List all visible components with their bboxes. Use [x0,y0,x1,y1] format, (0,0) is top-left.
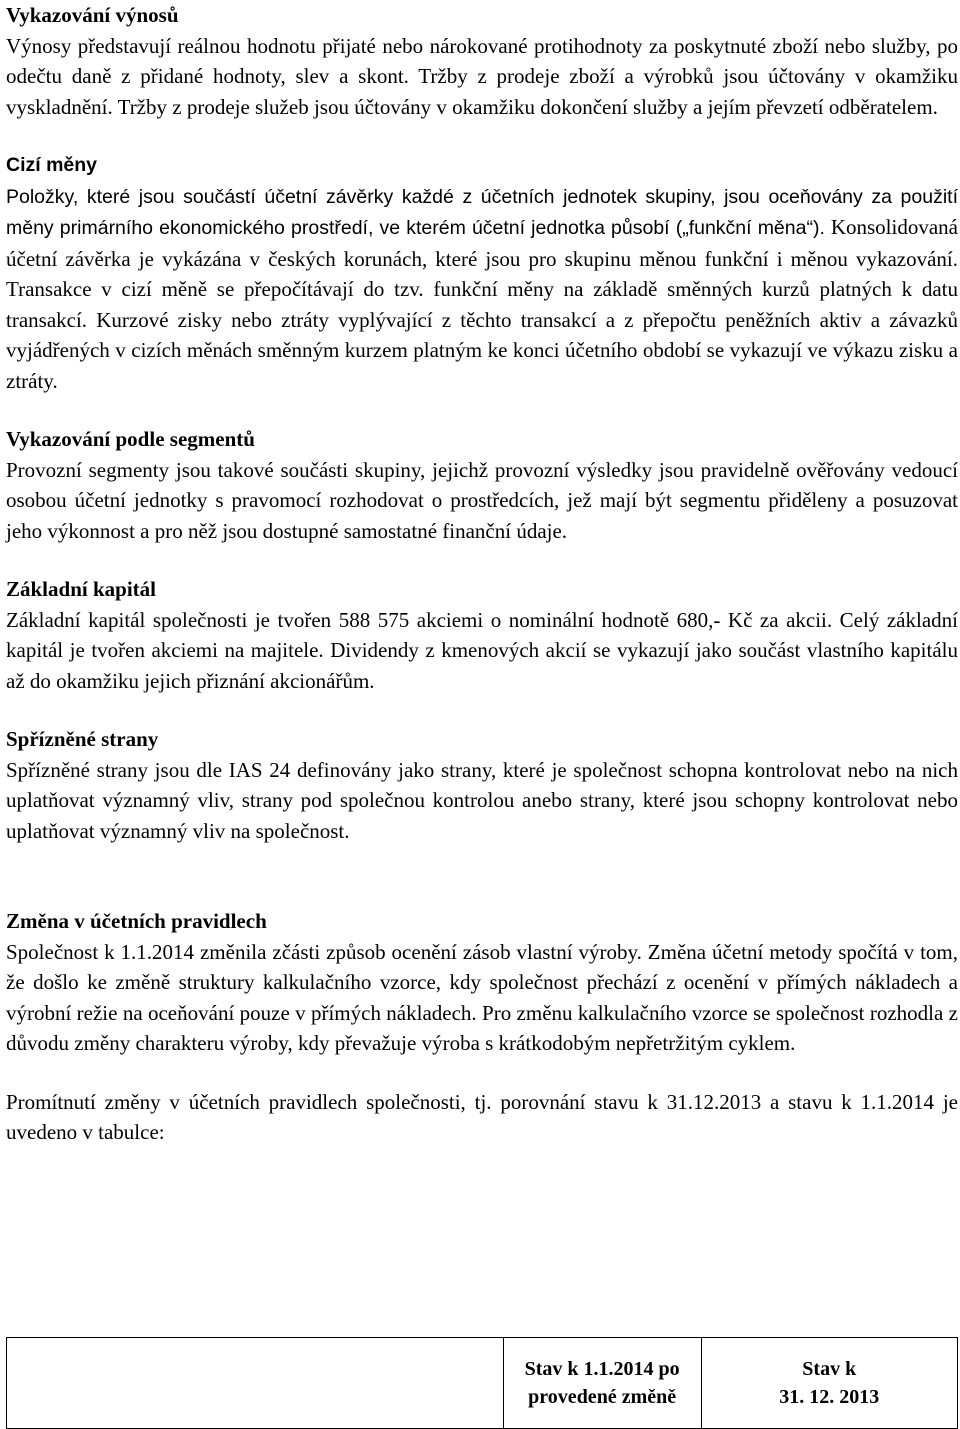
paragraph-policy-change-table-intro: Promítnutí změny v účetních pravidlech společnosti, tj. porovnání stavu k 31.12.2013 a stavu k 1.1.2014 je uvedeno v tabulce: [6,1089,958,1144]
paragraph-revenue: Výnosy představují reálnou hodnotu přijaté nebo nárokované protihodnoty za poskytnuté zboží nebo služby, po odečtu daně z přidané hodnoty, slev a skont. Tržby z prodeje zboží a výrobků jsou účtovány v okamžiku vyskladnění. Tržby z prodeje služeb jsou účtovány v okamžiku dokončení služby a jejím převzetí odběratelem. [6,33,958,119]
spacer [6,846,958,906]
paragraph-foreign-currency-sans: Položky, které jsou součástí účetní závěrky každé z účetních jednotek skupiny, jsou oceňovány za použití měny primárního ekonomického prostředí, ve kterém účetní jednotka působí („funkční měna“). [6,185,958,239]
heading-capital: Základní kapitál [6,577,156,601]
heading-revenue: Vykazování výnosů [6,3,179,27]
spacer [6,1059,958,1087]
document-page [6,0,958,1148]
heading-foreign-currency: Cizí měny [6,154,98,176]
paragraph-segments: Provozní segmenty jsou takové součásti skupiny, jejichž provozní výsledky jsou pravidelně ověřovány vedoucí osobou účetní jednotky s pravomocí rozhodovat o prostředcích, jež mají být segmentu přiděleny a posuzovat jeho výkonnost a pro něž jsou dostupné samostatné finanční údaje. [6,457,958,543]
spacer [6,696,958,724]
section-segments [6,424,958,546]
section-revenue [6,0,958,122]
table-header-description [7,1338,504,1429]
spacer [6,396,958,424]
section-policy-change [6,906,958,1148]
table-header-stav-2014-line1: Stav k 1.1.2014 po [524,1358,680,1380]
paragraph-policy-change: Společnost k 1.1.2014 změnila zčásti způsob ocenění zásob vlastní výroby. Změna účetní metody spočítá v tom, že došlo ke změně struktury kalkulačního vzorce, kdy společnost přechází z ocenění v přímých nákladech a výrobní režie na oceňování pouze v přímých nákladech. Pro změnu kalkulačního vzorce se společnost rozhodla z důvodu změny charakteru výroby, kdy převažuje výroba s krátkodobým nepřetržitým cyklem. [6,939,958,1055]
table-header-stav-2014-line2: provedené změně [528,1386,677,1408]
section-capital [6,574,958,696]
table-header-stav-2013-line2: 31. 12. 2013 [779,1386,880,1408]
table-header-row [7,1338,958,1429]
table-header-stav-2013-line1: Stav k [802,1358,857,1380]
paragraph-foreign-currency-serif: Konsolidovaná účetní závěrka je vykázána v českých korunách, které jsou pro skupinu měnou funkční i měnou vykazování. Transakce v cizí měně se přepočítávají do tzv. funkční měny na základě směnných kurzů platných k datu transakcí. Kurzové zisky nebo ztráty vyplývající z těchto transakcí a z přepočtu peněžních aktiv a závazků vyjádřených v cizích měnách směnným kurzem platným ke konci účetního období se vykazují ve výkazu zisku a ztráty. [6,215,958,393]
paragraph-foreign-currency [6,181,958,397]
heading-segments: Vykazování podle segmentů [6,427,255,451]
heading-policy-change: Změna v účetních pravidlech [6,909,267,933]
heading-related-parties: Spřízněné strany [6,727,159,751]
paragraph-capital: Základní kapitál společnosti je tvořen 588 575 akciemi o nominální hodnotě 680,- Kč za akcii. Celý základní kapitál je tvořen akciemi na majitele. Dividendy z kmenových akcií se vykazují jako součást vlastního kapitálu až do okamžiku jejich přiznání akcionářům. [6,607,958,693]
table-header-stav-2013 [701,1338,957,1429]
comparison-table [6,1337,958,1429]
section-related-parties [6,724,958,846]
paragraph-related-parties: Spřízněné strany jsou dle IAS 24 definovány jako strany, které je společnost schopna kontrolovat nebo na nich uplatňovat významný vliv, strany pod společnou kontrolou anebo strany, které jsou schopny kontrolovat nebo uplatňovat významný vliv na společnost. [6,757,958,843]
section-foreign-currency [6,150,958,396]
spacer [6,122,958,150]
spacer [6,546,958,574]
table-header-stav-2014 [503,1338,701,1429]
